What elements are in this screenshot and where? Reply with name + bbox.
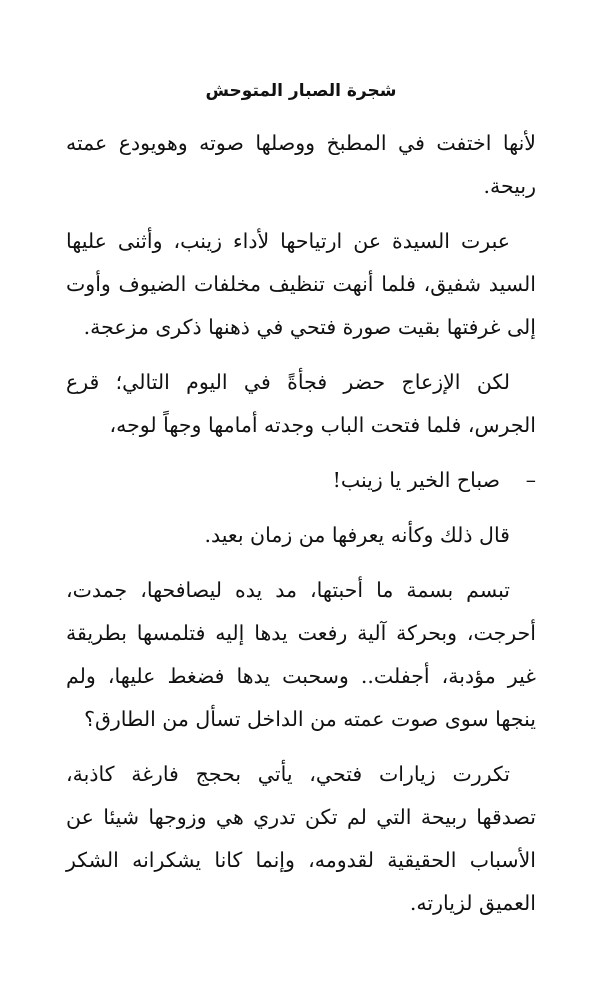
paragraph-5: تبسم بسمة ما أحبتها، مد يده ليصافحها، جمدت، أحرجت، وبحركة آلية رفعت يدها إليه فتلمسها بطريقة غير مؤدبة، أجفلت.. وسحبت يدها فضغط عليها، ولم ينجها سوى صوت عمته من الداخل تسأل من الطارق؟ xyxy=(66,578,536,731)
page-title: شجرة الصبار المتوحش xyxy=(205,81,397,101)
paragraph-1: لأنها اختفت في المطبخ ووصلها صوته وهويودع عمته ربيحة. xyxy=(66,131,536,198)
dialogue-line xyxy=(66,459,536,502)
paragraph-4: قال ذلك وكأنه يعرفها من زمان بعيد. xyxy=(204,523,510,547)
paragraph-3: لكن الإزعاج حضر فجأةً في اليوم التالي؛ قرع الجرس، فلما فتحت الباب وجدته أمامها وجهاً لوجه، xyxy=(66,370,536,437)
dialogue-text: صباح الخير يا زينب! xyxy=(332,468,500,492)
paragraph-6: تكررت زيارات فتحي، يأتي بحجج فارغة كاذبة، تصدقها ربيحة التي لم تكن تدري هي وزوجها شيئا عن الأسباب الحقيقية لقدومه، وإنما كانا يشكرانه الشكر العميق لزيارته. xyxy=(66,762,536,915)
paragraph-2: عبرت السيدة عن ارتياحها لأداء زينب، وأثنى عليها السيد شفيق، فلما أنهت تنظيف مخلفات الضيوف وأوت إلى غرفتها بقيت صورة فتحي في ذهنها ذكرى مزعجة. xyxy=(66,229,536,339)
dialogue-dash: – xyxy=(525,468,536,492)
